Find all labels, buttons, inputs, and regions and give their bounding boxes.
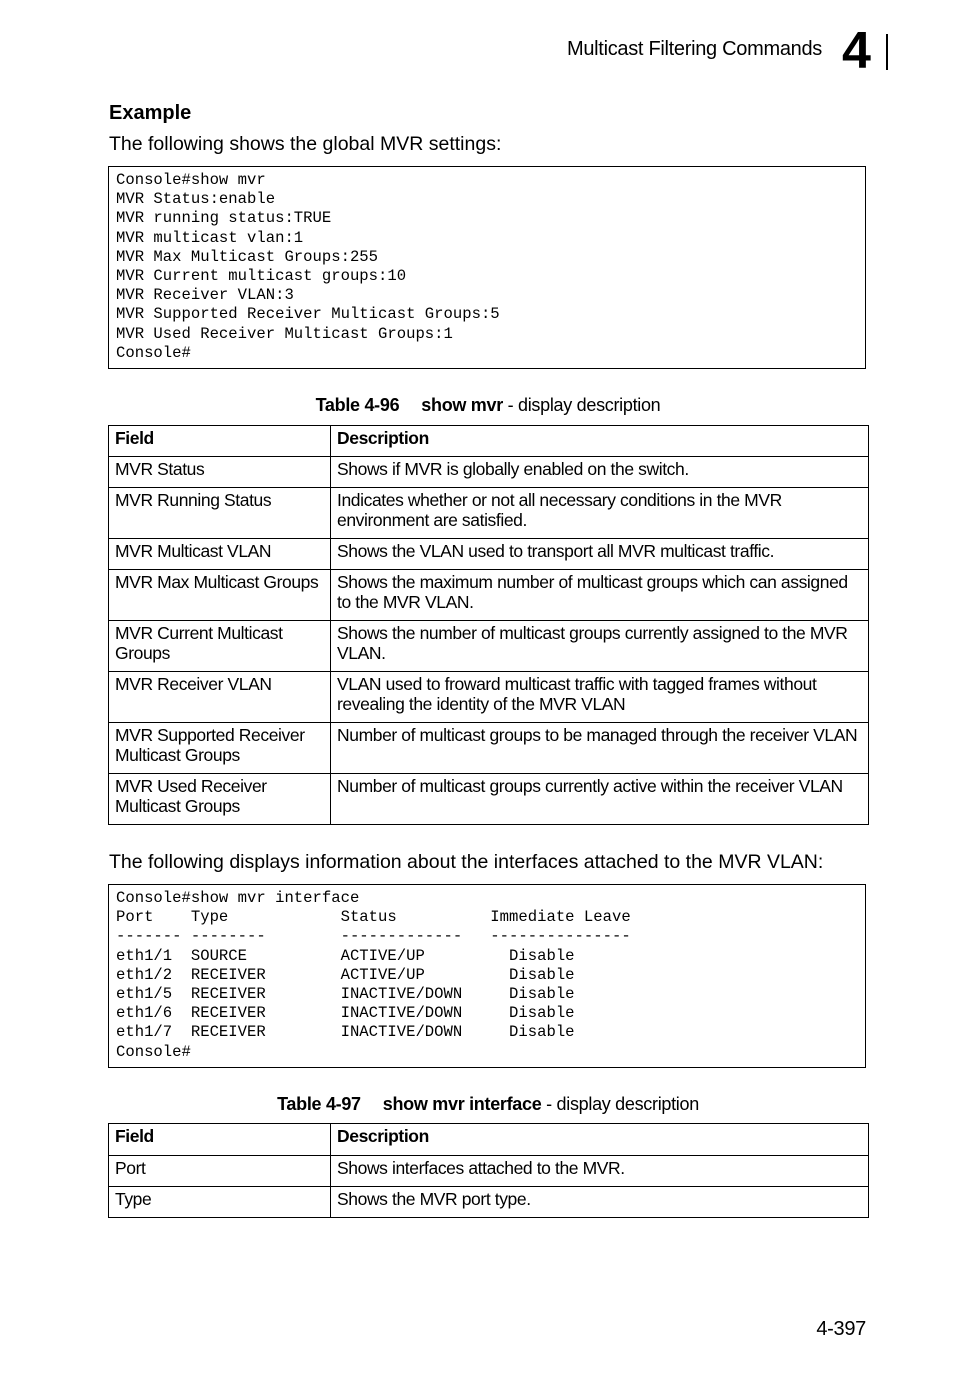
- chapter-rule: [886, 34, 888, 70]
- table-row: [109, 1187, 869, 1218]
- description-cell: Indicates whether or not all necessary conditions in the MVR environment are satisfied.: [331, 488, 869, 539]
- table-row: [109, 457, 869, 488]
- field-cell: MVR Supported Receiver Multicast Groups: [109, 723, 331, 774]
- table-caption-97: [108, 1094, 868, 1115]
- description-cell: Shows if MVR is globally enabled on the switch.: [331, 457, 869, 488]
- description-cell: Number of multicast groups to be managed through the receiver VLAN: [331, 723, 869, 774]
- description-cell: Number of multicast groups currently active within the receiver VLAN: [331, 774, 869, 825]
- code-line: Console#show mvr interface: [116, 889, 360, 907]
- caption-number: Table 4-97: [277, 1094, 361, 1114]
- code-line: eth1/7 RECEIVER INACTIVE/DOWN Disable: [116, 1023, 575, 1042]
- page-number: 4-397: [816, 1318, 866, 1340]
- description-cell: Shows the number of multicast groups currently assigned to the MVR VLAN.: [331, 621, 869, 672]
- code-line: MVR Receiver VLAN:3: [116, 286, 294, 305]
- column-header-description: Description: [331, 426, 869, 457]
- code-line: MVR multicast vlan:1: [116, 228, 304, 247]
- code-line: Console#show mvr: [116, 171, 266, 189]
- chapter-number: 4: [842, 22, 871, 80]
- description-cell: Shows the MVR port type.: [331, 1187, 869, 1218]
- column-header-field: Field: [109, 426, 331, 457]
- intro-paragraph-2: The following displays information about the interfaces attached to the MVR VLAN:: [109, 851, 824, 873]
- caption-command: show mvr interface: [382, 1094, 542, 1114]
- table-row: [109, 621, 869, 672]
- description-cell: Shows the VLAN used to transport all MVR multicast traffic.: [331, 539, 869, 570]
- code-block-show-mvr-interface: [108, 884, 866, 1068]
- field-cell: Port: [109, 1156, 331, 1187]
- caption-text: - display description: [541, 1094, 699, 1114]
- table-row: [109, 539, 869, 570]
- table-row: [109, 672, 869, 723]
- running-header: Multicast Filtering Commands: [566, 38, 822, 60]
- description-cell: Shows interfaces attached to the MVR.: [331, 1156, 869, 1187]
- field-cell: MVR Receiver VLAN: [109, 672, 331, 723]
- code-line: Console#: [116, 1042, 191, 1061]
- field-cell: MVR Status: [109, 457, 331, 488]
- table-row: [109, 488, 869, 539]
- code-line: Console#: [116, 343, 191, 362]
- code-line: MVR Max Multicast Groups:255: [116, 247, 379, 266]
- code-line: MVR Supported Receiver Multicast Groups:5: [116, 305, 500, 324]
- caption-number: Table 4-96: [315, 395, 400, 415]
- code-line: MVR running status:TRUE: [116, 209, 332, 228]
- field-cell: MVR Used Receiver Multicast Groups: [109, 774, 331, 825]
- code-line: Port Type Status Immediate Leave: [116, 908, 631, 927]
- table-header-row: [109, 426, 869, 457]
- code-line: ------- -------- ------------- ---------------: [116, 927, 631, 946]
- code-line: MVR Current multicast groups:10: [116, 266, 407, 285]
- code-block-show-mvr: [108, 166, 866, 369]
- field-cell: MVR Max Multicast Groups: [109, 570, 331, 621]
- field-cell: MVR Current Multicast Groups: [109, 621, 331, 672]
- code-line: eth1/5 RECEIVER INACTIVE/DOWN Disable: [116, 984, 575, 1003]
- table-row: [109, 570, 869, 621]
- intro-paragraph-1: The following shows the global MVR settings:: [109, 133, 502, 155]
- section-heading: Example: [109, 102, 192, 124]
- column-header-field: Field: [109, 1124, 331, 1156]
- code-line: MVR Status:enable: [116, 190, 276, 209]
- field-cell: Type: [109, 1187, 331, 1218]
- caption-text: - display description: [502, 395, 661, 415]
- column-header-description: Description: [331, 1124, 869, 1156]
- table-row: [109, 774, 869, 825]
- table-show-mvr: [108, 425, 869, 825]
- field-cell: MVR Multicast VLAN: [109, 539, 331, 570]
- field-cell: MVR Running Status: [109, 488, 331, 539]
- code-line: MVR Used Receiver Multicast Groups:1: [116, 324, 453, 343]
- caption-command: show mvr: [421, 395, 503, 415]
- description-cell: Shows the maximum number of multicast groups which can assigned to the MVR VLAN.: [331, 570, 869, 621]
- table-row: [109, 723, 869, 774]
- table-header-row: [109, 1124, 869, 1156]
- table-caption-96: [108, 395, 868, 416]
- code-line: eth1/2 RECEIVER ACTIVE/UP Disable: [116, 965, 575, 984]
- table-row: [109, 1156, 869, 1187]
- code-line: eth1/6 RECEIVER INACTIVE/DOWN Disable: [116, 1004, 575, 1023]
- table-show-mvr-interface: [108, 1123, 869, 1218]
- code-line: eth1/1 SOURCE ACTIVE/UP Disable: [116, 946, 575, 965]
- description-cell: VLAN used to froward multicast traffic with tagged frames without revealing the identity of the MVR VLAN: [331, 672, 869, 723]
